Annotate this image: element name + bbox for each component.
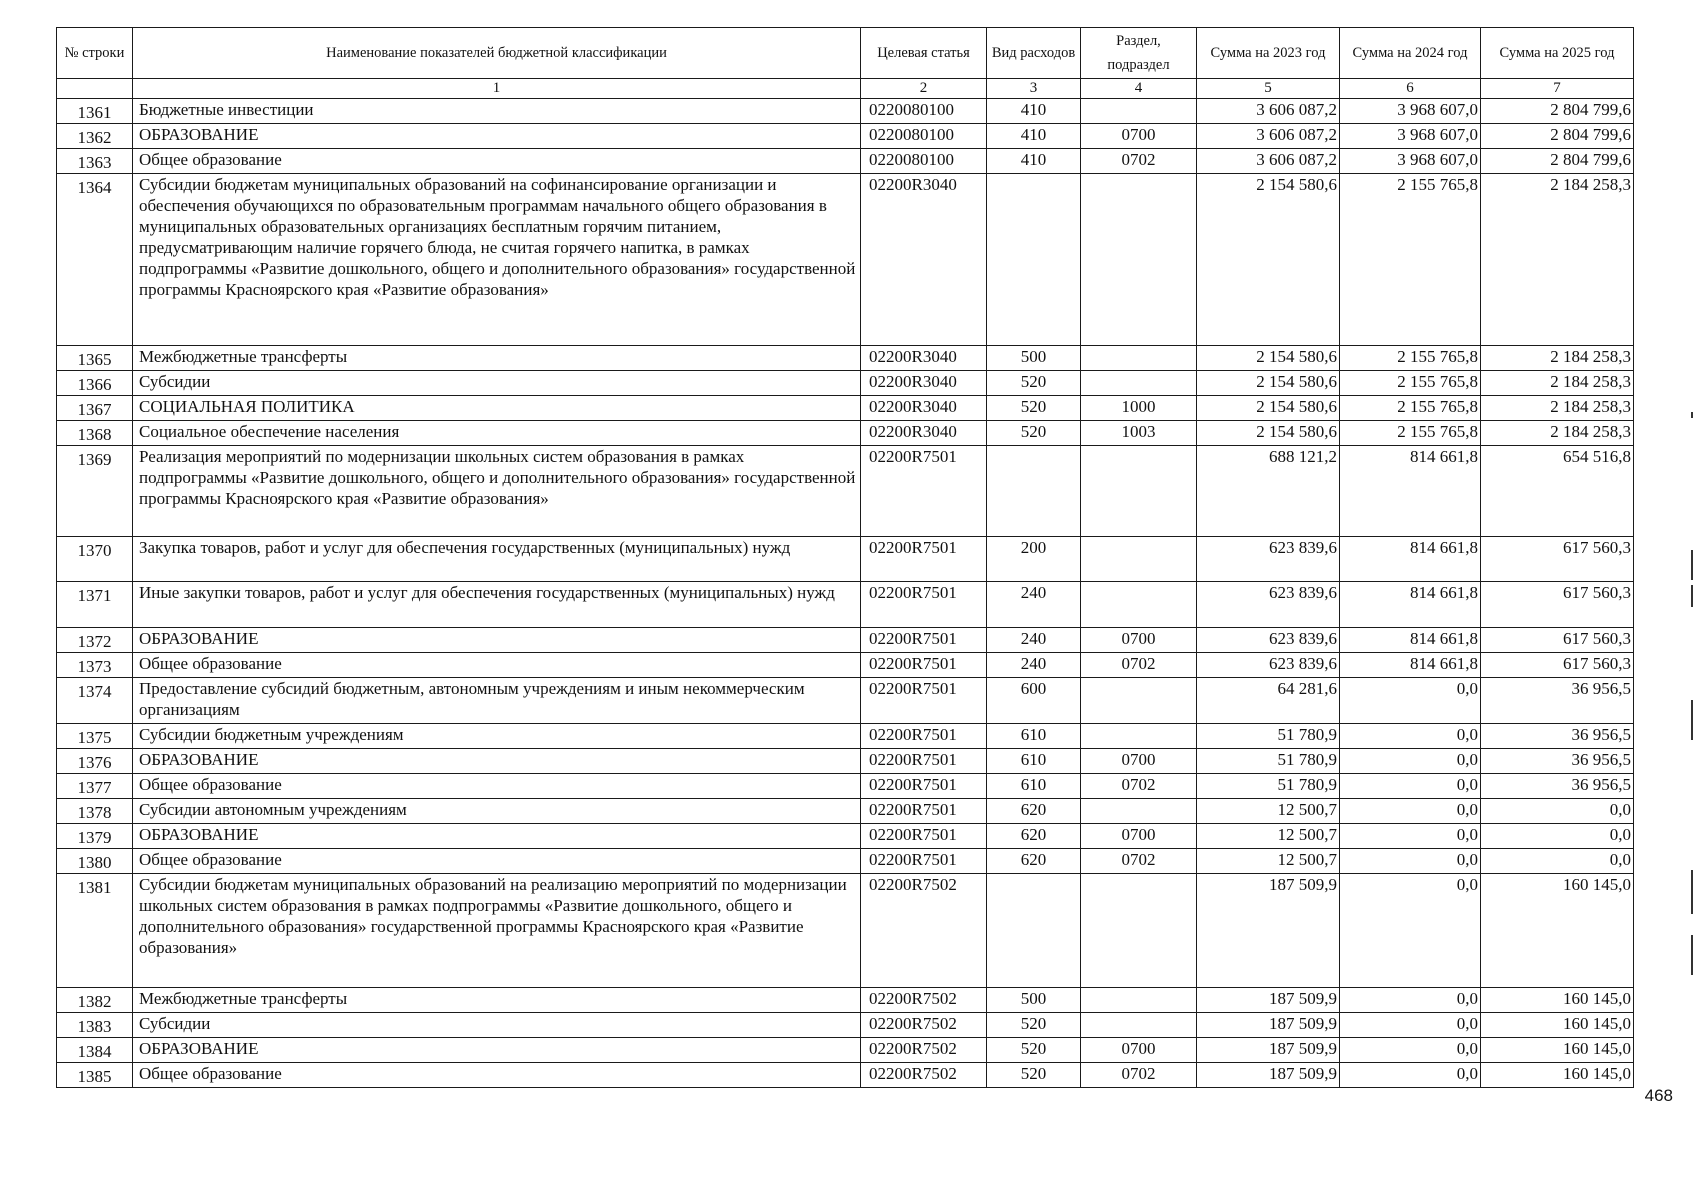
scan-mark <box>1691 412 1693 418</box>
sum-2024-cell: 814 661,8 <box>1340 628 1481 653</box>
target-article-cell: 02200R7501 <box>861 678 987 724</box>
header-indicator-name: Наименование показателей бюджетной классификации <box>133 28 861 79</box>
target-article-cell: 02200R7501 <box>861 582 987 628</box>
header-row-number: № строки <box>57 28 133 79</box>
sum-2025-cell: 2 184 258,3 <box>1481 421 1634 446</box>
header-expense-kind: Вид расходов <box>987 28 1081 79</box>
expense-kind-cell: 500 <box>987 346 1081 371</box>
sum-2023-cell: 12 500,7 <box>1197 849 1340 874</box>
row-number-cell: 1368 <box>57 421 133 446</box>
indicator-name-cell: Межбюджетные трансферты <box>133 346 861 371</box>
expense-kind-cell: 620 <box>987 824 1081 849</box>
section-cell <box>1081 582 1197 628</box>
sum-2025-cell: 0,0 <box>1481 799 1634 824</box>
column-numbering-row <box>57 79 1634 99</box>
expense-kind-cell: 410 <box>987 99 1081 124</box>
sum-2024-cell: 2 155 765,8 <box>1340 174 1481 346</box>
sum-2025-cell: 36 956,5 <box>1481 724 1634 749</box>
expense-kind-cell: 240 <box>987 582 1081 628</box>
indicator-name-cell: Субсидии бюджетным учреждениям <box>133 724 861 749</box>
sum-2024-cell: 814 661,8 <box>1340 653 1481 678</box>
section-cell <box>1081 174 1197 346</box>
header-target-article: Целевая статья <box>861 28 987 79</box>
scan-edge-marks <box>1685 0 1695 1200</box>
table-row <box>57 396 1634 421</box>
table-row <box>57 874 1634 988</box>
sum-2023-cell: 64 281,6 <box>1197 678 1340 724</box>
section-cell: 0700 <box>1081 749 1197 774</box>
sum-2023-cell: 12 500,7 <box>1197 799 1340 824</box>
target-article-cell: 02200R7501 <box>861 824 987 849</box>
column-number: 4 <box>1081 79 1197 99</box>
sum-2025-cell: 617 560,3 <box>1481 582 1634 628</box>
section-cell <box>1081 99 1197 124</box>
sum-2024-cell: 0,0 <box>1340 749 1481 774</box>
sum-2025-cell: 0,0 <box>1481 824 1634 849</box>
sum-2025-cell: 160 145,0 <box>1481 1063 1634 1088</box>
page-number: 468 <box>1644 1086 1673 1105</box>
row-number-cell: 1367 <box>57 396 133 421</box>
sum-2024-cell: 0,0 <box>1340 678 1481 724</box>
sum-2025-cell: 160 145,0 <box>1481 988 1634 1013</box>
expense-kind-cell: 500 <box>987 988 1081 1013</box>
table-row <box>57 149 1634 174</box>
section-cell: 0702 <box>1081 653 1197 678</box>
sum-2025-cell: 36 956,5 <box>1481 678 1634 724</box>
sum-2025-cell: 36 956,5 <box>1481 749 1634 774</box>
sum-2023-cell: 187 509,9 <box>1197 1038 1340 1063</box>
sum-2024-cell: 0,0 <box>1340 1013 1481 1038</box>
column-number: 3 <box>987 79 1081 99</box>
sum-2025-cell: 2 184 258,3 <box>1481 396 1634 421</box>
row-number-cell: 1384 <box>57 1038 133 1063</box>
sum-2023-cell: 3 606 087,2 <box>1197 99 1340 124</box>
row-number-cell: 1383 <box>57 1013 133 1038</box>
section-cell: 0702 <box>1081 849 1197 874</box>
expense-kind-cell <box>987 446 1081 537</box>
target-article-cell: 02200R3040 <box>861 421 987 446</box>
target-article-cell: 02200R7501 <box>861 446 987 537</box>
sum-2023-cell: 12 500,7 <box>1197 824 1340 849</box>
sum-2025-cell: 2 184 258,3 <box>1481 346 1634 371</box>
table-body <box>57 99 1634 1088</box>
expense-kind-cell: 600 <box>987 678 1081 724</box>
row-number-cell: 1380 <box>57 849 133 874</box>
indicator-name-cell: Закупка товаров, работ и услуг для обеспечения государственных (муниципальных) нужд <box>133 537 861 582</box>
sum-2023-cell: 2 154 580,6 <box>1197 174 1340 346</box>
sum-2023-cell: 2 154 580,6 <box>1197 371 1340 396</box>
column-number: 2 <box>861 79 987 99</box>
row-number-cell: 1374 <box>57 678 133 724</box>
sum-2024-cell: 0,0 <box>1340 1063 1481 1088</box>
target-article-cell: 02200R7502 <box>861 1013 987 1038</box>
row-number-cell: 1385 <box>57 1063 133 1088</box>
sum-2025-cell: 2 804 799,6 <box>1481 99 1634 124</box>
table-row <box>57 628 1634 653</box>
scan-mark <box>1691 700 1693 740</box>
table-row <box>57 371 1634 396</box>
indicator-name-cell: ОБРАЗОВАНИЕ <box>133 749 861 774</box>
expense-kind-cell: 240 <box>987 628 1081 653</box>
budget-table <box>56 27 1634 1088</box>
indicator-name-cell: Предоставление субсидий бюджетным, автономным учреждениям и иным некоммерческим организациям <box>133 678 861 724</box>
column-number: 1 <box>133 79 861 99</box>
scan-mark <box>1691 935 1693 975</box>
sum-2023-cell: 187 509,9 <box>1197 874 1340 988</box>
target-article-cell: 0220080100 <box>861 99 987 124</box>
section-cell <box>1081 799 1197 824</box>
row-number-cell: 1371 <box>57 582 133 628</box>
indicator-name-cell: Субсидии <box>133 371 861 396</box>
scan-mark <box>1691 550 1693 580</box>
section-cell <box>1081 874 1197 988</box>
sum-2023-cell: 623 839,6 <box>1197 582 1340 628</box>
section-cell: 0702 <box>1081 149 1197 174</box>
table-row <box>57 799 1634 824</box>
sum-2024-cell: 814 661,8 <box>1340 446 1481 537</box>
header-sum-2024: Сумма на 2024 год <box>1340 28 1481 79</box>
sum-2025-cell: 2 804 799,6 <box>1481 124 1634 149</box>
indicator-name-cell: Бюджетные инвестиции <box>133 99 861 124</box>
column-number: 6 <box>1340 79 1481 99</box>
expense-kind-cell: 610 <box>987 749 1081 774</box>
section-cell: 0700 <box>1081 1038 1197 1063</box>
row-number-cell: 1370 <box>57 537 133 582</box>
expense-kind-cell: 410 <box>987 124 1081 149</box>
expense-kind-cell: 240 <box>987 653 1081 678</box>
row-number-cell: 1378 <box>57 799 133 824</box>
expense-kind-cell: 620 <box>987 799 1081 824</box>
row-number-cell: 1369 <box>57 446 133 537</box>
section-cell: 0700 <box>1081 824 1197 849</box>
sum-2024-cell: 0,0 <box>1340 824 1481 849</box>
row-number-cell: 1373 <box>57 653 133 678</box>
indicator-name-cell: Общее образование <box>133 1063 861 1088</box>
sum-2023-cell: 623 839,6 <box>1197 537 1340 582</box>
sum-2023-cell: 51 780,9 <box>1197 774 1340 799</box>
table-row <box>57 988 1634 1013</box>
expense-kind-cell: 520 <box>987 1013 1081 1038</box>
expense-kind-cell: 520 <box>987 421 1081 446</box>
sum-2024-cell: 2 155 765,8 <box>1340 346 1481 371</box>
sum-2024-cell: 2 155 765,8 <box>1340 371 1481 396</box>
indicator-name-cell: ОБРАЗОВАНИЕ <box>133 1038 861 1063</box>
sum-2024-cell: 814 661,8 <box>1340 582 1481 628</box>
indicator-name-cell: Общее образование <box>133 149 861 174</box>
sum-2023-cell: 2 154 580,6 <box>1197 421 1340 446</box>
section-cell <box>1081 371 1197 396</box>
sum-2025-cell: 160 145,0 <box>1481 1013 1634 1038</box>
sum-2024-cell: 0,0 <box>1340 1038 1481 1063</box>
table-row <box>57 346 1634 371</box>
sum-2023-cell: 51 780,9 <box>1197 749 1340 774</box>
table-row <box>57 849 1634 874</box>
target-article-cell: 02200R7502 <box>861 874 987 988</box>
sum-2025-cell: 617 560,3 <box>1481 653 1634 678</box>
expense-kind-cell: 610 <box>987 724 1081 749</box>
sum-2025-cell: 654 516,8 <box>1481 446 1634 537</box>
sum-2025-cell: 2 184 258,3 <box>1481 174 1634 346</box>
table-row <box>57 678 1634 724</box>
indicator-name-cell: Субсидии бюджетам муниципальных образований на софинансирование организации и обеспечения обучающихся по образовательным программам начального общего образования в муниципальных образовательных организациях бесплатным горячим питанием, предусматривающим наличие горячего блюда, не считая горячего напитка, в рамках подпрограммы «Развитие дошкольного, общего и дополнительного образования» государственной программы Красноярского края «Развитие образования» <box>133 174 861 346</box>
table-row <box>57 421 1634 446</box>
row-number-cell: 1364 <box>57 174 133 346</box>
table-row <box>57 99 1634 124</box>
row-number-cell: 1362 <box>57 124 133 149</box>
indicator-name-cell: ОБРАЗОВАНИЕ <box>133 124 861 149</box>
target-article-cell: 02200R7502 <box>861 988 987 1013</box>
expense-kind-cell: 620 <box>987 849 1081 874</box>
expense-kind-cell: 200 <box>987 537 1081 582</box>
section-cell: 0700 <box>1081 124 1197 149</box>
indicator-name-cell: Субсидии бюджетам муниципальных образований на реализацию мероприятий по модернизации школьных систем образования в рамках подпрограммы «Развитие дошкольного, общего и дополнительного образования» государственной программы Красноярского края «Развитие образования» <box>133 874 861 988</box>
header-sum-2025: Сумма на 2025 год <box>1481 28 1634 79</box>
table-row <box>57 724 1634 749</box>
table-row <box>57 1038 1634 1063</box>
sum-2024-cell: 0,0 <box>1340 774 1481 799</box>
scan-mark <box>1691 870 1693 914</box>
column-number: 5 <box>1197 79 1340 99</box>
sum-2024-cell: 3 968 607,0 <box>1340 149 1481 174</box>
sum-2023-cell: 623 839,6 <box>1197 628 1340 653</box>
header-row <box>57 28 1634 79</box>
sum-2025-cell: 2 804 799,6 <box>1481 149 1634 174</box>
sum-2023-cell: 187 509,9 <box>1197 1013 1340 1038</box>
section-cell: 0700 <box>1081 628 1197 653</box>
section-cell <box>1081 446 1197 537</box>
sum-2025-cell: 617 560,3 <box>1481 628 1634 653</box>
table-row <box>57 446 1634 537</box>
section-cell: 0702 <box>1081 774 1197 799</box>
row-number-cell: 1365 <box>57 346 133 371</box>
sum-2024-cell: 3 968 607,0 <box>1340 124 1481 149</box>
table-row <box>57 1063 1634 1088</box>
indicator-name-cell: Реализация мероприятий по модернизации школьных систем образования в рамках подпрограммы «Развитие дошкольного, общего и дополнительного образования» государственной программы Красноярского края «Развитие образования» <box>133 446 861 537</box>
sum-2025-cell: 2 184 258,3 <box>1481 371 1634 396</box>
sum-2025-cell: 617 560,3 <box>1481 537 1634 582</box>
sum-2024-cell: 0,0 <box>1340 874 1481 988</box>
section-cell <box>1081 537 1197 582</box>
table-row <box>57 1013 1634 1038</box>
indicator-name-cell: ОБРАЗОВАНИЕ <box>133 628 861 653</box>
row-number-cell: 1361 <box>57 99 133 124</box>
sum-2025-cell: 160 145,0 <box>1481 874 1634 988</box>
sum-2023-cell: 187 509,9 <box>1197 1063 1340 1088</box>
target-article-cell: 02200R7501 <box>861 537 987 582</box>
row-number-cell: 1376 <box>57 749 133 774</box>
section-cell <box>1081 988 1197 1013</box>
sum-2024-cell: 814 661,8 <box>1340 537 1481 582</box>
expense-kind-cell: 610 <box>987 774 1081 799</box>
target-article-cell: 02200R3040 <box>861 396 987 421</box>
expense-kind-cell: 520 <box>987 1063 1081 1088</box>
sum-2023-cell: 2 154 580,6 <box>1197 346 1340 371</box>
target-article-cell: 0220080100 <box>861 149 987 174</box>
target-article-cell: 02200R7501 <box>861 749 987 774</box>
sum-2024-cell: 0,0 <box>1340 724 1481 749</box>
target-article-cell: 02200R3040 <box>861 346 987 371</box>
table-row <box>57 653 1634 678</box>
sum-2025-cell: 0,0 <box>1481 849 1634 874</box>
row-number-cell: 1363 <box>57 149 133 174</box>
target-article-cell: 02200R7501 <box>861 849 987 874</box>
indicator-name-cell: Субсидии <box>133 1013 861 1038</box>
indicator-name-cell: Иные закупки товаров, работ и услуг для обеспечения государственных (муниципальных) нужд <box>133 582 861 628</box>
section-cell: 1000 <box>1081 396 1197 421</box>
sum-2023-cell: 3 606 087,2 <box>1197 149 1340 174</box>
section-cell <box>1081 724 1197 749</box>
sum-2024-cell: 2 155 765,8 <box>1340 421 1481 446</box>
row-number-cell: 1372 <box>57 628 133 653</box>
expense-kind-cell <box>987 874 1081 988</box>
expense-kind-cell: 410 <box>987 149 1081 174</box>
sum-2024-cell: 0,0 <box>1340 799 1481 824</box>
table-row <box>57 124 1634 149</box>
column-number-blank <box>57 79 133 99</box>
indicator-name-cell: Субсидии автономным учреждениям <box>133 799 861 824</box>
row-number-cell: 1382 <box>57 988 133 1013</box>
row-number-cell: 1366 <box>57 371 133 396</box>
expense-kind-cell: 520 <box>987 1038 1081 1063</box>
sum-2023-cell: 688 121,2 <box>1197 446 1340 537</box>
column-number: 7 <box>1481 79 1634 99</box>
indicator-name-cell: ОБРАЗОВАНИЕ <box>133 824 861 849</box>
target-article-cell: 02200R7502 <box>861 1038 987 1063</box>
section-cell <box>1081 1013 1197 1038</box>
indicator-name-cell: Общее образование <box>133 774 861 799</box>
target-article-cell: 02200R7501 <box>861 653 987 678</box>
sum-2023-cell: 623 839,6 <box>1197 653 1340 678</box>
target-article-cell: 02200R7501 <box>861 774 987 799</box>
indicator-name-cell: Общее образование <box>133 849 861 874</box>
target-article-cell: 02200R7501 <box>861 628 987 653</box>
table-row <box>57 537 1634 582</box>
target-article-cell: 02200R7501 <box>861 724 987 749</box>
target-article-cell: 02200R7501 <box>861 799 987 824</box>
section-cell: 0702 <box>1081 1063 1197 1088</box>
sum-2024-cell: 0,0 <box>1340 988 1481 1013</box>
target-article-cell: 0220080100 <box>861 124 987 149</box>
section-cell <box>1081 346 1197 371</box>
table-row <box>57 749 1634 774</box>
expense-kind-cell: 520 <box>987 396 1081 421</box>
target-article-cell: 02200R7502 <box>861 1063 987 1088</box>
row-number-cell: 1381 <box>57 874 133 988</box>
sum-2023-cell: 187 509,9 <box>1197 988 1340 1013</box>
row-number-cell: 1375 <box>57 724 133 749</box>
header-section: Раздел, подраздел <box>1081 28 1197 79</box>
table-row <box>57 174 1634 346</box>
target-article-cell: 02200R3040 <box>861 174 987 346</box>
sum-2023-cell: 51 780,9 <box>1197 724 1340 749</box>
table-header <box>57 28 1634 99</box>
row-number-cell: 1379 <box>57 824 133 849</box>
indicator-name-cell: Общее образование <box>133 653 861 678</box>
table-row <box>57 824 1634 849</box>
sum-2023-cell: 3 606 087,2 <box>1197 124 1340 149</box>
sum-2024-cell: 0,0 <box>1340 849 1481 874</box>
header-sum-2023: Сумма на 2023 год <box>1197 28 1340 79</box>
table-row <box>57 582 1634 628</box>
indicator-name-cell: СОЦИАЛЬНАЯ ПОЛИТИКА <box>133 396 861 421</box>
indicator-name-cell: Межбюджетные трансферты <box>133 988 861 1013</box>
section-cell: 1003 <box>1081 421 1197 446</box>
sum-2025-cell: 36 956,5 <box>1481 774 1634 799</box>
sum-2024-cell: 2 155 765,8 <box>1340 396 1481 421</box>
section-cell <box>1081 678 1197 724</box>
target-article-cell: 02200R3040 <box>861 371 987 396</box>
sum-2023-cell: 2 154 580,6 <box>1197 396 1340 421</box>
expense-kind-cell <box>987 174 1081 346</box>
sum-2025-cell: 160 145,0 <box>1481 1038 1634 1063</box>
expense-kind-cell: 520 <box>987 371 1081 396</box>
indicator-name-cell: Социальное обеспечение населения <box>133 421 861 446</box>
row-number-cell: 1377 <box>57 774 133 799</box>
sum-2024-cell: 3 968 607,0 <box>1340 99 1481 124</box>
table-row <box>57 774 1634 799</box>
scan-mark <box>1691 585 1693 607</box>
